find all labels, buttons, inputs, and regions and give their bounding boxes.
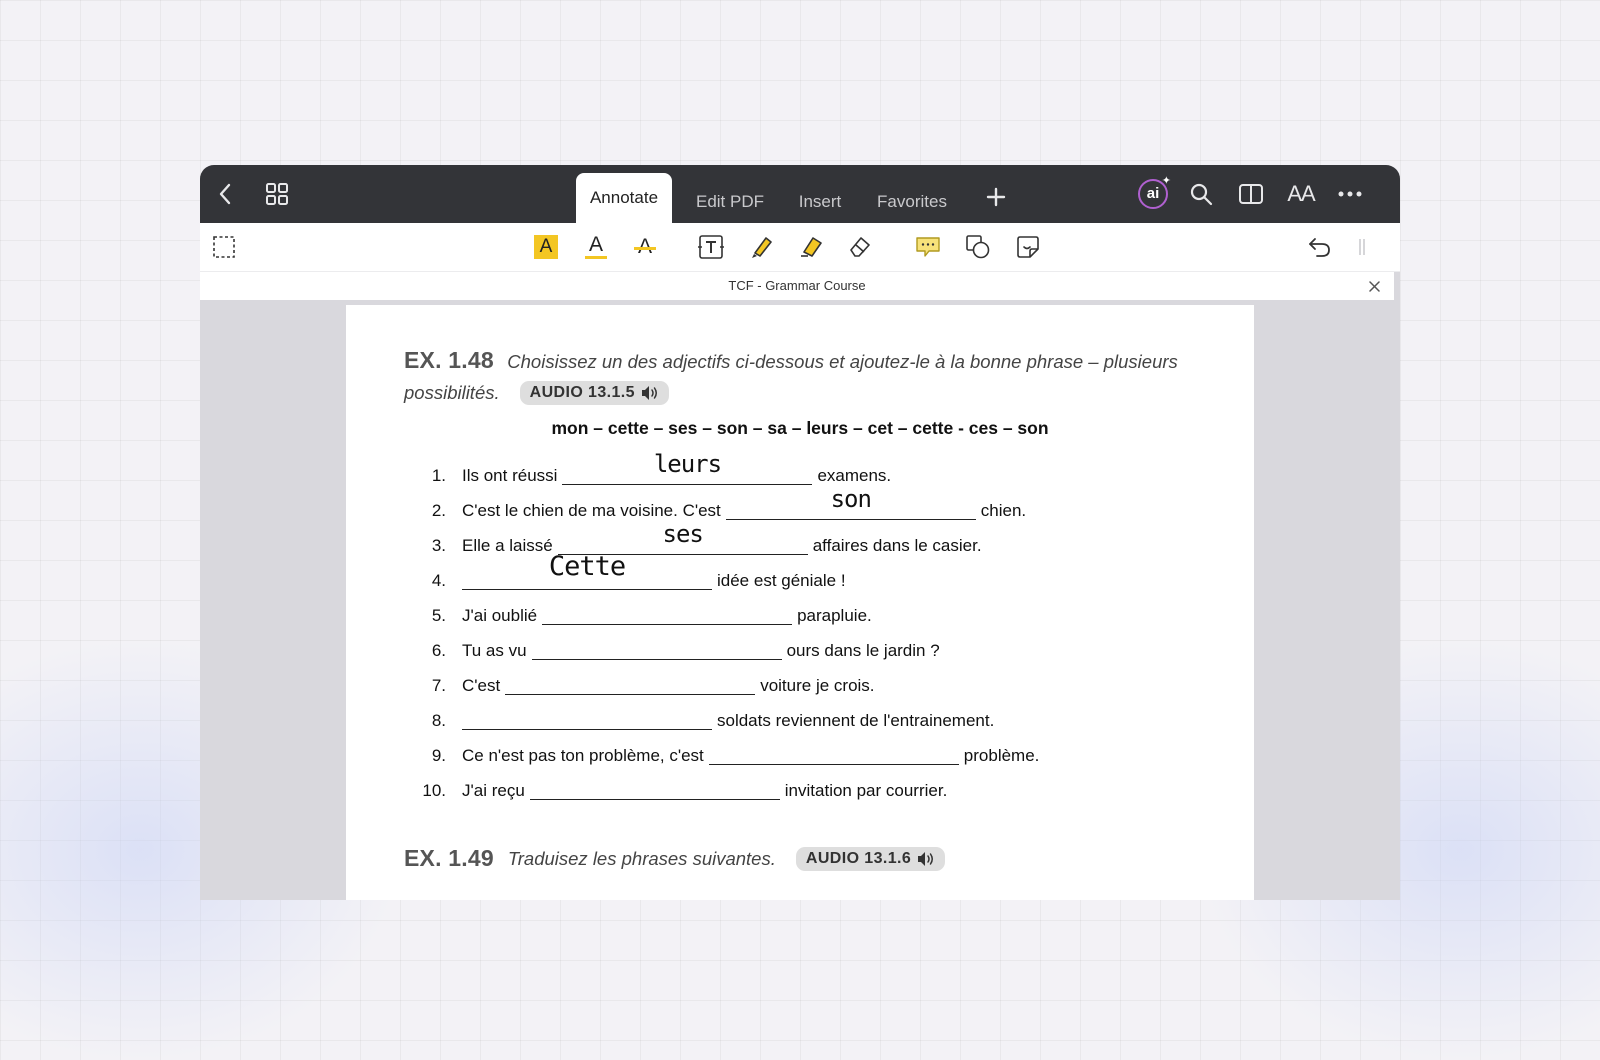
handwritten-answer: leurs — [653, 450, 722, 478]
handwritten-answer: son — [830, 485, 871, 513]
pen-icon[interactable] — [746, 232, 776, 262]
audio-label: AUDIO 13.1.6 — [805, 849, 912, 867]
exercise-number: EX. 1.49 — [404, 845, 494, 871]
tab-insert[interactable]: Insert — [798, 192, 842, 211]
word-bank: mon – cette – ses – son – sa – leurs – cet – cette - ces – son — [551, 418, 1049, 438]
exercise-item — [406, 604, 872, 628]
item-text-after: idée est géniale ! — [717, 571, 846, 590]
exercise-item — [406, 779, 947, 803]
item-text-after: invitation par courrier. — [784, 781, 948, 800]
search-icon[interactable] — [1185, 178, 1217, 210]
answer-blank[interactable] — [709, 744, 959, 765]
annotation-toolbar — [200, 223, 1400, 272]
close-document-icon[interactable] — [1362, 272, 1386, 300]
answer-blank[interactable] — [462, 709, 712, 730]
answer-blank[interactable] — [562, 450, 812, 485]
speaker-icon — [641, 385, 659, 401]
shapes-icon[interactable] — [963, 232, 993, 262]
ai-label: ai — [1146, 185, 1160, 202]
exercise-item — [406, 709, 994, 733]
item-text-after: parapluie. — [797, 606, 872, 625]
item-text-after: affaires dans le casier. — [812, 536, 982, 555]
sparkle-icon: ✦ — [1161, 175, 1171, 187]
toolbar-drag-handle[interactable] — [1352, 232, 1372, 262]
item-number: 7. — [431, 676, 446, 695]
item-text-before: C'est le chien de ma voisine. C'est — [462, 501, 721, 520]
tab-annotate[interactable]: Annotate — [576, 173, 672, 223]
tab-favorites[interactable]: Favorites — [877, 192, 947, 211]
exercise-instruction: Traduisez les phrases suivantes. — [507, 847, 776, 869]
answer-blank[interactable] — [532, 639, 782, 660]
top-tab-bar — [200, 165, 1400, 223]
answer-blank[interactable] — [462, 551, 712, 590]
answer-blank[interactable] — [542, 604, 792, 625]
exercise-instruction: Choisissez un des adjectifs ci-dessous et ajoutez-le à la bonne phrase – plusieurs — [507, 351, 1178, 372]
ai-assistant-button[interactable] — [1137, 175, 1171, 210]
item-number: 1. — [431, 466, 446, 485]
text-highlight-icon[interactable]: A — [531, 232, 561, 262]
exercise-item — [406, 551, 846, 593]
exercise-header — [404, 347, 1178, 374]
item-text-after: examens. — [817, 466, 892, 485]
back-chevron-icon[interactable] — [210, 179, 240, 209]
item-text-after: ours dans le jardin ? — [786, 641, 940, 660]
item-text-after: voiture je crois. — [760, 676, 875, 695]
speaker-icon — [917, 851, 935, 867]
item-number: 2. — [431, 501, 446, 520]
exercise-number: EX. 1.48 — [404, 347, 494, 373]
answer-blank[interactable] — [530, 779, 780, 800]
text-size-label: AA — [1287, 181, 1315, 206]
item-text-before: J'ai oublié — [462, 606, 538, 625]
audio-badge[interactable] — [796, 847, 945, 871]
item-text-before: Tu as vu — [462, 641, 527, 660]
item-text-after: problème. — [963, 746, 1040, 765]
item-number: 8. — [431, 711, 446, 730]
text-size-button[interactable] — [1284, 178, 1318, 210]
exercise-item — [406, 744, 1039, 768]
app-window — [200, 165, 1400, 900]
grid-view-icon[interactable] — [262, 179, 292, 209]
item-number: 5. — [431, 606, 446, 625]
item-text-before: Ils ont réussi — [462, 466, 558, 485]
exercise-item — [406, 639, 940, 663]
undo-icon[interactable] — [1305, 232, 1335, 262]
item-number: 3. — [431, 536, 446, 555]
item-number: 6. — [431, 641, 446, 660]
answer-blank[interactable] — [505, 674, 755, 695]
exercise-item — [406, 674, 875, 698]
item-text-before: J'ai reçu — [462, 781, 525, 800]
highlighter-icon[interactable] — [796, 232, 826, 262]
tab-edit-pdf[interactable]: Edit PDF — [695, 192, 765, 211]
more-options-icon[interactable] — [1334, 178, 1366, 210]
item-number: 10. — [422, 781, 446, 800]
sticker-icon[interactable] — [1013, 232, 1043, 262]
lasso-select-icon[interactable] — [209, 232, 239, 262]
item-text-before: Elle a laissé — [462, 536, 553, 555]
exercise-header-continued — [404, 381, 669, 405]
audio-badge[interactable] — [520, 381, 669, 405]
audio-label: AUDIO 13.1.5 — [529, 384, 635, 401]
exercise-instruction-continued: possibilités. — [404, 382, 500, 403]
eraser-icon[interactable] — [845, 232, 875, 262]
handwritten-answer: Cette — [548, 551, 626, 582]
document-title: TCF - Grammar Course — [728, 278, 866, 293]
item-number: 9. — [431, 746, 446, 765]
item-text-before: Ce n'est pas ton problème, c'est — [462, 746, 704, 765]
pdf-page — [346, 305, 1254, 900]
answer-blank[interactable] — [726, 485, 976, 520]
exercise-header-149 — [404, 845, 945, 872]
comment-icon[interactable] — [913, 232, 943, 262]
add-tab-icon[interactable] — [981, 182, 1011, 212]
item-text-after: chien. — [980, 501, 1027, 520]
document-title-bar — [200, 272, 1394, 300]
item-text-after: soldats reviennent de l'entrainement. — [717, 711, 995, 730]
item-number: 4. — [431, 571, 446, 590]
text-underline-icon[interactable]: A — [581, 232, 611, 262]
text-strikethrough-icon[interactable] — [630, 232, 660, 262]
item-text-before: C'est — [462, 676, 501, 695]
text-box-icon[interactable] — [696, 232, 726, 262]
book-view-icon[interactable] — [1235, 178, 1267, 210]
handwritten-answer: ses — [662, 520, 703, 548]
